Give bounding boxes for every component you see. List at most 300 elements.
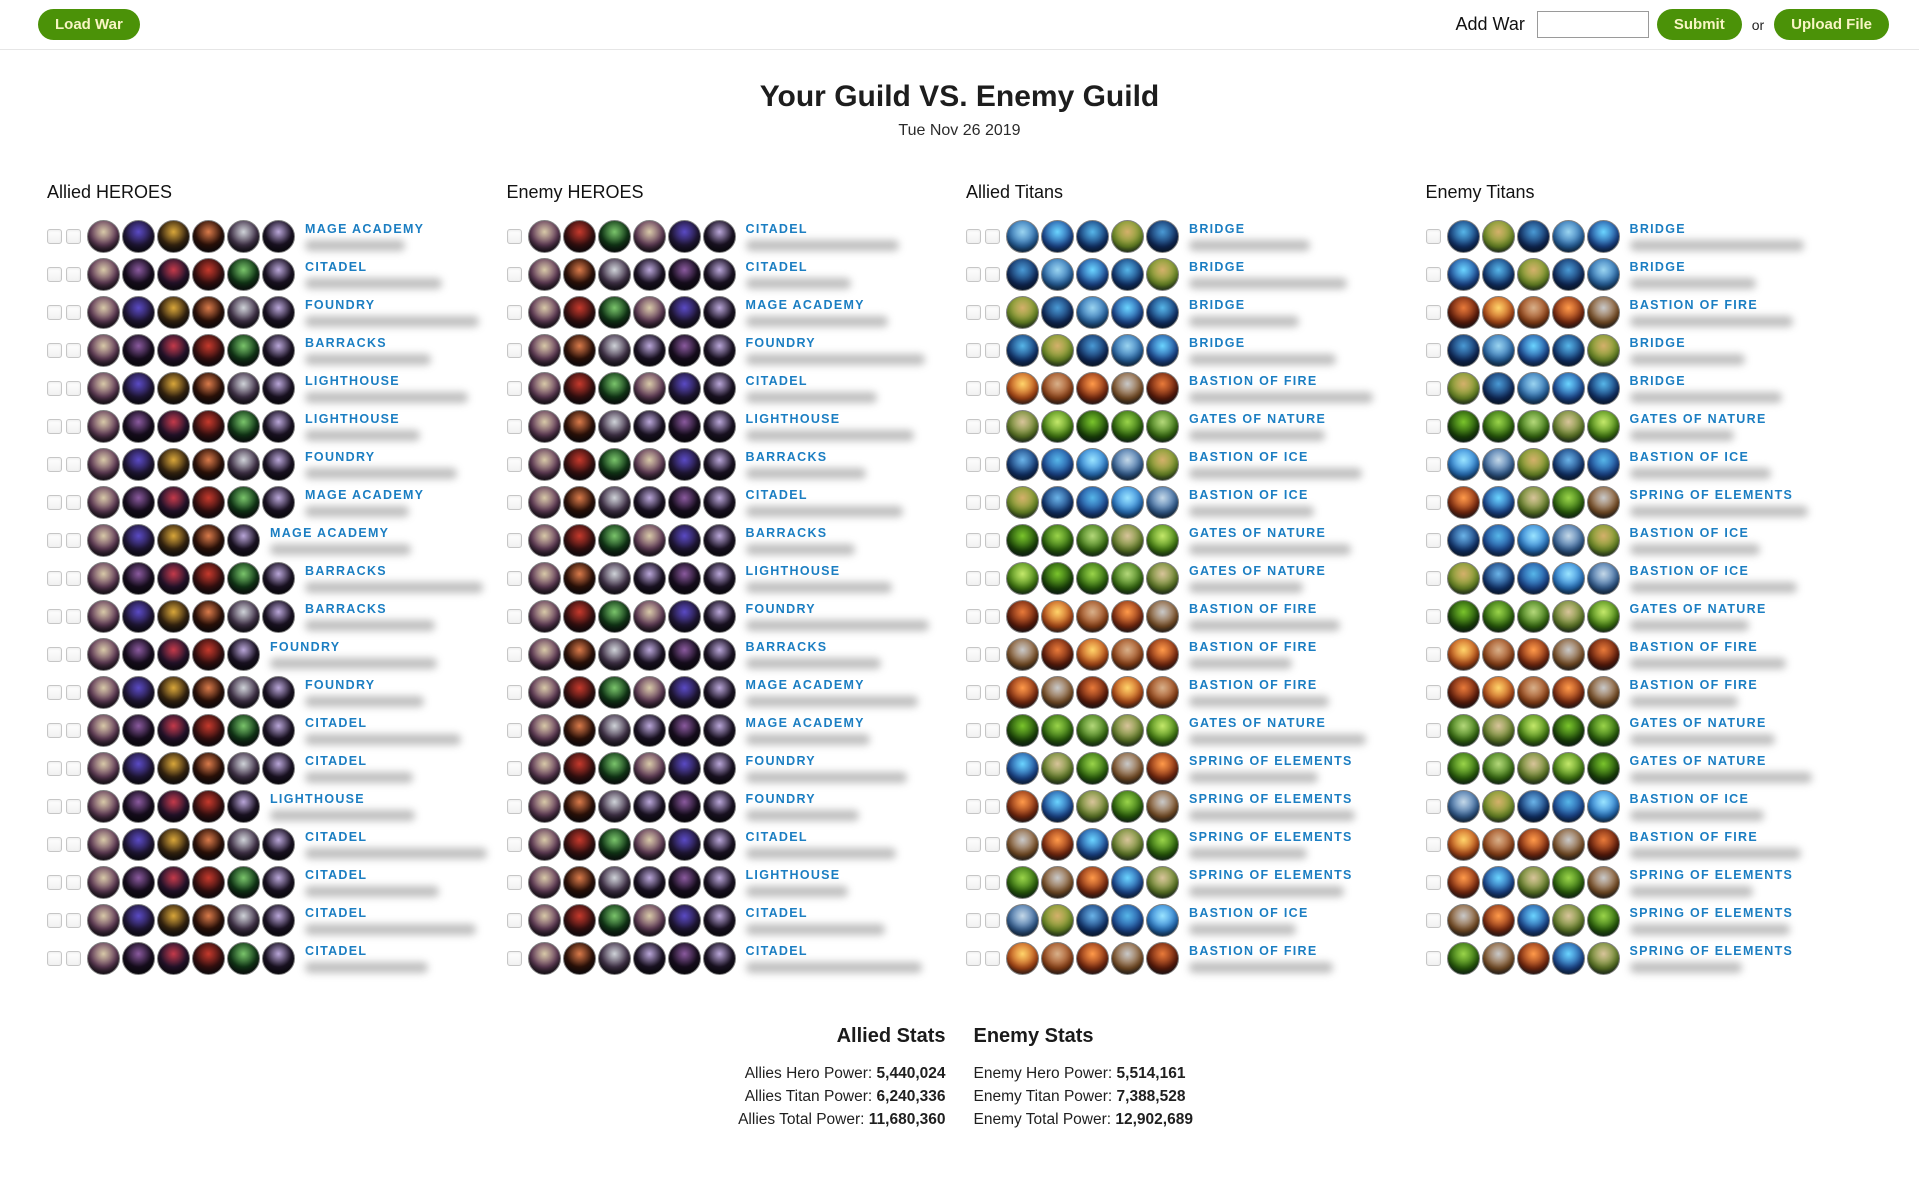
row-checkbox[interactable] bbox=[985, 647, 1000, 662]
row-checkbox[interactable] bbox=[1426, 343, 1441, 358]
hero-avatar bbox=[122, 866, 155, 899]
blurred-player-info bbox=[305, 734, 461, 745]
avatar-group bbox=[1006, 448, 1181, 481]
row-checkbox[interactable] bbox=[47, 609, 62, 624]
titan-avatar bbox=[1146, 448, 1179, 481]
row-checkbox[interactable] bbox=[985, 381, 1000, 396]
building-label: BASTION OF ICE bbox=[1629, 449, 1750, 464]
blurred-player-info bbox=[746, 924, 885, 935]
row-checkbox[interactable] bbox=[66, 381, 81, 396]
war-row bbox=[1426, 787, 1886, 825]
row-checkbox[interactable] bbox=[47, 761, 62, 776]
titan-avatar bbox=[1587, 752, 1620, 785]
row-checkbox[interactable] bbox=[966, 875, 981, 890]
row-checkbox[interactable] bbox=[507, 723, 522, 738]
row-checkbox[interactable] bbox=[507, 875, 522, 890]
hero-avatar bbox=[668, 866, 701, 899]
row-info bbox=[1630, 640, 1786, 669]
row-checkbox[interactable] bbox=[1426, 685, 1441, 700]
row-info bbox=[1189, 488, 1314, 517]
hero-avatar bbox=[192, 410, 225, 443]
row-checkbox[interactable] bbox=[507, 419, 522, 434]
row-checkbox[interactable] bbox=[47, 457, 62, 472]
blurred-player-info bbox=[746, 696, 918, 707]
building-label: SPRING OF ELEMENTS bbox=[1189, 829, 1353, 844]
row-info bbox=[1189, 526, 1351, 555]
row-checkbox[interactable] bbox=[507, 799, 522, 814]
building-label: BASTION OF ICE bbox=[1189, 905, 1309, 920]
row-checkbox[interactable] bbox=[507, 913, 522, 928]
avatar-group bbox=[1006, 524, 1181, 557]
war-row bbox=[1426, 673, 1886, 711]
row-checkbox[interactable] bbox=[47, 799, 62, 814]
titan-avatar bbox=[1076, 258, 1109, 291]
avatar-group bbox=[87, 866, 297, 899]
war-row bbox=[966, 673, 1426, 711]
titan-avatar bbox=[1552, 866, 1585, 899]
row-checkbox[interactable] bbox=[1426, 381, 1441, 396]
row-checkbox[interactable] bbox=[1426, 951, 1441, 966]
avatar-group bbox=[1006, 866, 1181, 899]
hero-avatar bbox=[192, 372, 225, 405]
hero-avatar bbox=[192, 676, 225, 709]
titan-avatar bbox=[1587, 904, 1620, 937]
row-checkbox[interactable] bbox=[507, 381, 522, 396]
hero-avatar bbox=[157, 942, 190, 975]
row-checkbox[interactable] bbox=[507, 761, 522, 776]
building-label: SPRING OF ELEMENTS bbox=[1629, 867, 1794, 882]
add-war-input[interactable] bbox=[1537, 11, 1649, 38]
hero-avatar bbox=[563, 296, 596, 329]
titan-avatar bbox=[1076, 752, 1109, 785]
hero-avatar bbox=[563, 410, 596, 443]
row-checkbox[interactable] bbox=[966, 533, 981, 548]
row-checkbox[interactable] bbox=[966, 913, 981, 928]
row-checkbox[interactable] bbox=[985, 457, 1000, 472]
upload-file-button[interactable]: Upload File bbox=[1774, 9, 1889, 40]
blurred-player-info bbox=[1189, 772, 1318, 783]
row-checkbox[interactable] bbox=[47, 913, 62, 928]
titan-avatar bbox=[1552, 638, 1585, 671]
row-checkbox[interactable] bbox=[966, 571, 981, 586]
titan-avatar bbox=[1587, 258, 1620, 291]
war-row bbox=[966, 559, 1426, 597]
titan-avatar bbox=[1146, 714, 1179, 747]
titan-avatar bbox=[1482, 524, 1515, 557]
hero-avatar bbox=[122, 486, 155, 519]
row-info bbox=[1630, 602, 1767, 631]
avatar-group bbox=[1447, 828, 1622, 861]
hero-avatar bbox=[227, 372, 260, 405]
titan-avatar bbox=[1552, 524, 1585, 557]
row-checkbox[interactable] bbox=[985, 229, 1000, 244]
hero-avatar bbox=[668, 334, 701, 367]
row-checkbox[interactable] bbox=[47, 267, 62, 282]
row-checkbox[interactable] bbox=[966, 799, 981, 814]
row-checkbox[interactable] bbox=[985, 419, 1000, 434]
avatar-group bbox=[1006, 334, 1181, 367]
titan-avatar bbox=[1517, 296, 1550, 329]
row-checkbox[interactable] bbox=[966, 609, 981, 624]
titan-avatar bbox=[1587, 296, 1620, 329]
blurred-player-info bbox=[1630, 392, 1782, 403]
building-label: CITADEL bbox=[745, 221, 808, 236]
row-checkbox[interactable] bbox=[985, 761, 1000, 776]
hero-avatar bbox=[227, 562, 260, 595]
row-info bbox=[1630, 678, 1759, 707]
hero-avatar bbox=[703, 220, 736, 253]
titan-avatar bbox=[1146, 942, 1179, 975]
row-checkbox[interactable] bbox=[966, 419, 981, 434]
submit-button[interactable]: Submit bbox=[1657, 9, 1742, 40]
row-info bbox=[1189, 792, 1355, 821]
hero-avatar bbox=[598, 866, 631, 899]
add-war-label: Add War bbox=[1455, 14, 1525, 34]
row-checkbox[interactable] bbox=[1426, 609, 1441, 624]
row-info bbox=[305, 754, 413, 783]
blurred-player-info bbox=[305, 506, 409, 517]
row-info bbox=[1189, 222, 1310, 251]
war-row bbox=[507, 749, 967, 787]
hero-avatar bbox=[598, 752, 631, 785]
titan-avatar bbox=[1076, 714, 1109, 747]
war-columns bbox=[0, 182, 1919, 977]
building-label: CITADEL bbox=[305, 867, 368, 882]
row-checkbox[interactable] bbox=[66, 875, 81, 890]
row-checkbox[interactable] bbox=[47, 533, 62, 548]
allies-total-power bbox=[516, 1108, 946, 1131]
row-checkbox[interactable] bbox=[507, 685, 522, 700]
avatar-group bbox=[1006, 372, 1181, 405]
row-checkbox[interactable] bbox=[47, 343, 62, 358]
row-checkbox[interactable] bbox=[966, 229, 981, 244]
row-checkbox[interactable] bbox=[66, 723, 81, 738]
row-info bbox=[746, 298, 888, 327]
row-checkbox[interactable] bbox=[985, 495, 1000, 510]
row-checkbox[interactable] bbox=[66, 343, 81, 358]
row-checkbox[interactable] bbox=[966, 951, 981, 966]
avatar-group bbox=[1006, 942, 1181, 975]
hero-avatar bbox=[598, 486, 631, 519]
row-checkbox[interactable] bbox=[985, 685, 1000, 700]
blurred-player-info bbox=[746, 962, 922, 973]
row-checkbox[interactable] bbox=[66, 913, 81, 928]
row-checkbox[interactable] bbox=[507, 305, 522, 320]
hero-avatar bbox=[703, 258, 736, 291]
hero-avatar bbox=[668, 220, 701, 253]
row-checkbox[interactable] bbox=[1426, 419, 1441, 434]
hero-avatar bbox=[528, 866, 561, 899]
war-row bbox=[507, 711, 967, 749]
row-info bbox=[305, 906, 476, 935]
hero-avatar bbox=[192, 828, 225, 861]
row-checkbox[interactable] bbox=[1426, 723, 1441, 738]
hero-avatar bbox=[563, 676, 596, 709]
hero-avatar bbox=[528, 486, 561, 519]
stat-value: 6,240,336 bbox=[876, 1088, 946, 1105]
building-label: BRIDGE bbox=[1629, 259, 1686, 274]
blurred-player-info bbox=[746, 354, 925, 365]
row-checkbox[interactable] bbox=[966, 837, 981, 852]
row-info bbox=[746, 260, 851, 289]
hero-avatar bbox=[157, 638, 190, 671]
row-info bbox=[305, 222, 424, 251]
avatar-group bbox=[528, 372, 738, 405]
row-checkbox[interactable] bbox=[1426, 457, 1441, 472]
blurred-player-info bbox=[1630, 278, 1756, 289]
hero-avatar bbox=[87, 410, 120, 443]
titan-avatar bbox=[1447, 258, 1480, 291]
titan-avatar bbox=[1111, 334, 1144, 367]
titan-avatar bbox=[1076, 600, 1109, 633]
war-row bbox=[1426, 369, 1886, 407]
avatar-group bbox=[1447, 220, 1622, 253]
row-checkbox[interactable] bbox=[66, 533, 81, 548]
titan-avatar bbox=[1517, 942, 1550, 975]
row-checkbox[interactable] bbox=[47, 951, 62, 966]
row-checkbox[interactable] bbox=[1426, 913, 1441, 928]
war-row bbox=[47, 445, 507, 483]
row-checkbox[interactable] bbox=[1426, 647, 1441, 662]
row-checkbox[interactable] bbox=[985, 913, 1000, 928]
titan-avatar bbox=[1552, 904, 1585, 937]
row-checkbox[interactable] bbox=[507, 267, 522, 282]
hero-avatar bbox=[563, 486, 596, 519]
row-checkbox[interactable] bbox=[66, 229, 81, 244]
titan-avatar bbox=[1482, 448, 1515, 481]
row-info bbox=[1630, 830, 1801, 859]
building-label: BRIDGE bbox=[1189, 297, 1246, 312]
row-checkbox[interactable] bbox=[66, 799, 81, 814]
hero-avatar bbox=[703, 524, 736, 557]
row-checkbox[interactable] bbox=[985, 343, 1000, 358]
row-checkbox[interactable] bbox=[985, 799, 1000, 814]
row-checkbox[interactable] bbox=[985, 951, 1000, 966]
row-checkbox[interactable] bbox=[507, 343, 522, 358]
blurred-player-info bbox=[1189, 734, 1366, 745]
titan-avatar bbox=[1006, 714, 1039, 747]
row-info bbox=[1189, 906, 1309, 935]
row-checkbox[interactable] bbox=[507, 571, 522, 586]
row-checkbox[interactable] bbox=[507, 837, 522, 852]
row-checkbox[interactable] bbox=[66, 685, 81, 700]
avatar-group bbox=[87, 714, 297, 747]
blurred-player-info bbox=[1630, 240, 1804, 251]
hero-avatar bbox=[598, 220, 631, 253]
row-checkbox[interactable] bbox=[1426, 533, 1441, 548]
building-label: BASTION OF FIRE bbox=[1189, 943, 1318, 958]
load-war-button[interactable]: Load War bbox=[38, 9, 140, 40]
building-label: BASTION OF ICE bbox=[1629, 525, 1750, 540]
row-checkbox[interactable] bbox=[66, 761, 81, 776]
hero-avatar bbox=[528, 258, 561, 291]
avatar-group bbox=[87, 486, 297, 519]
blurred-player-info bbox=[305, 696, 424, 707]
row-checkbox[interactable] bbox=[966, 457, 981, 472]
row-checkbox[interactable] bbox=[507, 951, 522, 966]
hero-avatar bbox=[563, 714, 596, 747]
row-checkbox[interactable] bbox=[985, 571, 1000, 586]
building-label: CITADEL bbox=[305, 753, 368, 768]
row-checkbox[interactable] bbox=[985, 609, 1000, 624]
war-row bbox=[507, 445, 967, 483]
hero-avatar bbox=[87, 904, 120, 937]
titan-avatar bbox=[1076, 676, 1109, 709]
titan-avatar bbox=[1006, 866, 1039, 899]
row-checkbox[interactable] bbox=[66, 647, 81, 662]
titan-avatar bbox=[1041, 752, 1074, 785]
war-row bbox=[966, 825, 1426, 863]
blurred-player-info bbox=[1189, 620, 1340, 631]
row-checkbox[interactable] bbox=[966, 495, 981, 510]
hero-avatar bbox=[87, 790, 120, 823]
avatar-group bbox=[528, 904, 738, 937]
titan-avatar bbox=[1111, 600, 1144, 633]
row-checkbox[interactable] bbox=[966, 343, 981, 358]
row-checkbox[interactable] bbox=[66, 837, 81, 852]
row-checkbox[interactable] bbox=[47, 419, 62, 434]
row-checkbox[interactable] bbox=[985, 837, 1000, 852]
row-checkbox[interactable] bbox=[985, 305, 1000, 320]
titan-avatar bbox=[1146, 676, 1179, 709]
row-checkbox[interactable] bbox=[1426, 267, 1441, 282]
row-checkbox[interactable] bbox=[985, 533, 1000, 548]
hero-avatar bbox=[87, 220, 120, 253]
titan-avatar bbox=[1041, 486, 1074, 519]
row-checkbox[interactable] bbox=[507, 533, 522, 548]
hero-avatar bbox=[668, 828, 701, 861]
row-checkbox[interactable] bbox=[1426, 875, 1441, 890]
titan-avatar bbox=[1041, 866, 1074, 899]
building-label: BRIDGE bbox=[1629, 373, 1686, 388]
row-checkbox[interactable] bbox=[1426, 571, 1441, 586]
row-checkbox[interactable] bbox=[966, 761, 981, 776]
hero-avatar bbox=[633, 562, 666, 595]
row-info bbox=[746, 678, 918, 707]
blurred-player-info bbox=[746, 734, 870, 745]
hero-avatar bbox=[157, 866, 190, 899]
row-checkbox[interactable] bbox=[1426, 305, 1441, 320]
titan-avatar bbox=[1482, 220, 1515, 253]
row-checkbox[interactable] bbox=[47, 685, 62, 700]
row-info bbox=[746, 564, 892, 593]
war-row bbox=[966, 255, 1426, 293]
stat-label: Enemy Hero Power: bbox=[973, 1065, 1113, 1082]
titan-avatar bbox=[1076, 524, 1109, 557]
building-label: BRIDGE bbox=[1189, 259, 1246, 274]
avatar-group bbox=[1447, 258, 1622, 291]
row-checkbox[interactable] bbox=[507, 457, 522, 472]
hero-avatar bbox=[563, 638, 596, 671]
titan-avatar bbox=[1482, 942, 1515, 975]
hero-avatar bbox=[227, 486, 260, 519]
row-checkbox[interactable] bbox=[985, 723, 1000, 738]
row-checkbox[interactable] bbox=[47, 723, 62, 738]
row-info bbox=[1630, 792, 1764, 821]
titan-avatar bbox=[1146, 866, 1179, 899]
row-checkbox[interactable] bbox=[47, 495, 62, 510]
hero-avatar bbox=[563, 562, 596, 595]
hero-avatar bbox=[87, 714, 120, 747]
hero-avatar bbox=[668, 676, 701, 709]
hero-avatar bbox=[668, 372, 701, 405]
column-header-enemy-titans: Enemy Titans bbox=[1425, 182, 1535, 202]
blurred-player-info bbox=[746, 772, 907, 783]
titan-avatar bbox=[1447, 752, 1480, 785]
hero-avatar bbox=[192, 486, 225, 519]
blurred-player-info bbox=[1189, 696, 1329, 707]
row-info bbox=[1189, 830, 1353, 859]
hero-avatar bbox=[87, 524, 120, 557]
row-checkbox[interactable] bbox=[985, 267, 1000, 282]
row-checkbox[interactable] bbox=[1426, 837, 1441, 852]
hero-avatar bbox=[262, 220, 295, 253]
row-checkbox[interactable] bbox=[66, 457, 81, 472]
titan-avatar bbox=[1447, 790, 1480, 823]
row-checkbox[interactable] bbox=[966, 723, 981, 738]
row-checkbox[interactable] bbox=[47, 571, 62, 586]
row-checkbox[interactable] bbox=[1426, 495, 1441, 510]
war-row bbox=[47, 711, 507, 749]
row-checkbox[interactable] bbox=[66, 267, 81, 282]
titan-avatar bbox=[1447, 220, 1480, 253]
row-checkbox[interactable] bbox=[47, 229, 62, 244]
row-checkbox[interactable] bbox=[507, 229, 522, 244]
avatar-group bbox=[1447, 600, 1622, 633]
row-checkbox[interactable] bbox=[47, 381, 62, 396]
column-enemy-titans bbox=[1426, 182, 1886, 977]
hero-avatar bbox=[227, 904, 260, 937]
row-info bbox=[305, 374, 468, 403]
row-checkbox[interactable] bbox=[966, 305, 981, 320]
row-checkbox[interactable] bbox=[66, 419, 81, 434]
row-checkbox[interactable] bbox=[1426, 229, 1441, 244]
row-checkbox[interactable] bbox=[507, 647, 522, 662]
row-checkbox[interactable] bbox=[966, 647, 981, 662]
row-checkbox[interactable] bbox=[47, 305, 62, 320]
row-checkbox[interactable] bbox=[66, 305, 81, 320]
row-checkbox[interactable] bbox=[47, 647, 62, 662]
titan-avatar bbox=[1552, 258, 1585, 291]
row-checkbox[interactable] bbox=[66, 951, 81, 966]
row-info bbox=[746, 336, 925, 365]
row-checkbox[interactable] bbox=[966, 381, 981, 396]
row-checkbox[interactable] bbox=[966, 267, 981, 282]
row-checkbox[interactable] bbox=[47, 837, 62, 852]
row-checkbox[interactable] bbox=[1426, 799, 1441, 814]
row-checkbox[interactable] bbox=[966, 685, 981, 700]
titan-avatar bbox=[1006, 486, 1039, 519]
row-checkbox[interactable] bbox=[66, 495, 81, 510]
row-checkbox[interactable] bbox=[66, 571, 81, 586]
row-checkbox[interactable] bbox=[507, 495, 522, 510]
avatar-group bbox=[87, 828, 297, 861]
titan-avatar bbox=[1482, 372, 1515, 405]
titan-avatar bbox=[1517, 904, 1550, 937]
titan-avatar bbox=[1006, 372, 1039, 405]
row-checkbox[interactable] bbox=[66, 609, 81, 624]
titan-avatar bbox=[1076, 904, 1109, 937]
blurred-player-info bbox=[1189, 430, 1325, 441]
hero-avatar bbox=[157, 524, 190, 557]
column-allied-heroes bbox=[47, 182, 507, 977]
row-checkbox[interactable] bbox=[47, 875, 62, 890]
row-checkbox[interactable] bbox=[985, 875, 1000, 890]
titan-avatar bbox=[1447, 296, 1480, 329]
row-checkbox[interactable] bbox=[507, 609, 522, 624]
titan-avatar bbox=[1006, 600, 1039, 633]
row-checkbox[interactable] bbox=[1426, 761, 1441, 776]
